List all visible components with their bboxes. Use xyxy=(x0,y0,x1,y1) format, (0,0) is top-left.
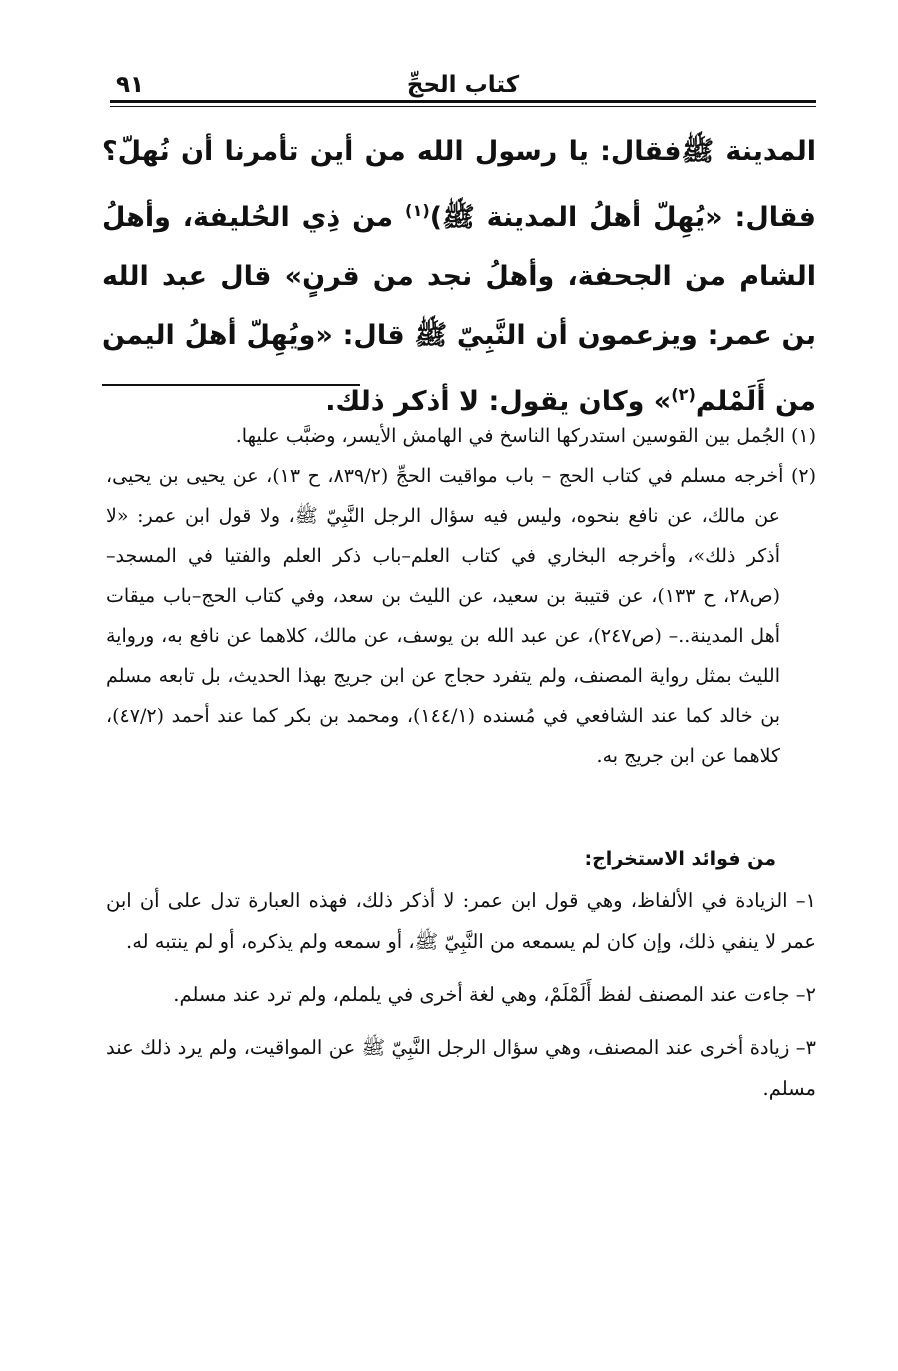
benefit-item-3: ٣– زيادة أخرى عند المصنف، وهي سؤال الرجل النَّبِيّ ﷺ عن المواقيت، ولم يرد ذلك عند مسلم. xyxy=(106,1036,816,1100)
header-rule-thick xyxy=(110,100,816,103)
main-text-part-1: المدينة ﷺفقال: يا رسول الله من أين تأمرنا أن نُهلّ؟ فقال: «يُهِلّ أهلُ المدينة ﷺ) xyxy=(102,136,816,233)
benefits-heading: من فوائد الاستخراج: xyxy=(584,848,776,870)
footnote-2: (٢) أخرجه مسلم في كتاب الحج – باب مواقيت الحجِّ (٨٣٩/٢، ح ١٣)، عن يحيى بن يحيى، عن مالك، عن نافع بنحوه، وليس فيه سؤال الرجل النَّبِيّ ﷺ، ولا قول ابن عمر: «لا أذكر ذلك»، وأخرجه البخاري في كتاب العلم–باب ذكر العلم والفتيا في المسجد– (ص٢٨، ح ١٣٣)، عن قتيبة بن سعيد، عن الليث بن سعد، وفي كتاب الحج–باب ميقات أهل المدينة..– (ص٢٤٧)، عن عبد الله بن يوسف، عن مالك، كلاهما عن نافع به، ورواية الليث بمثل رواية المصنف، ولم يتفرد حجاج عن ابن جريج بهذا الحديث، بل تابعه مسلم بن خالد كما عند الشافعي في مُسنده (١٤٤/١)، ومحمد بن بكر كما عند أحمد (٤٧/٢)، كلاهما عن ابن جريج به. xyxy=(106,465,816,767)
main-text-part-3: » وكان يقول: لا أذكر ذلك. xyxy=(325,386,672,417)
footnote-1: (١) الجُمل بين القوسين استدركها الناسخ في الهامش الأيسر، وضبَّب عليها. xyxy=(235,425,816,447)
main-text-part-2: من ذِي الحُليفة، وأهلُ الشام من الجحفة، وأهلُ نجد من قرنٍ» قال عبد الله بن عمر: ويزعمون أن النَّبِيّ ﷺ قال: «ويُهِلّ أهلُ اليمن من أَلَمْلم xyxy=(102,202,816,417)
footnote-separator xyxy=(102,384,360,386)
header-rule-thin xyxy=(110,106,816,107)
benefit-item-1: ١– الزيادة في الألفاظ، وهي قول ابن عمر: لا أذكر ذلك، فهذه العبارة تدل على أن ابن عمر لا ينفي ذلك، وإن كان لم يسمعه من النَّبِيّ ﷺ، أو سمعه ولم يذكره، أو لم ينتبه له. xyxy=(106,889,816,953)
extraction-benefits xyxy=(106,842,816,1121)
footnote-ref-2: (٢) xyxy=(671,385,696,404)
footnote-ref-1: (١) xyxy=(405,201,430,220)
footnotes xyxy=(106,416,816,776)
page-header xyxy=(110,72,816,100)
benefit-item-2: ٢– جاءت عند المصنف لفظ أَلَمْلَمْ، وهي لغة أخرى في يلملم، ولم ترد عند مسلم. xyxy=(173,983,816,1006)
page-number: ٩١ xyxy=(116,72,145,98)
page-title: كتاب الحجِّ xyxy=(406,72,520,98)
